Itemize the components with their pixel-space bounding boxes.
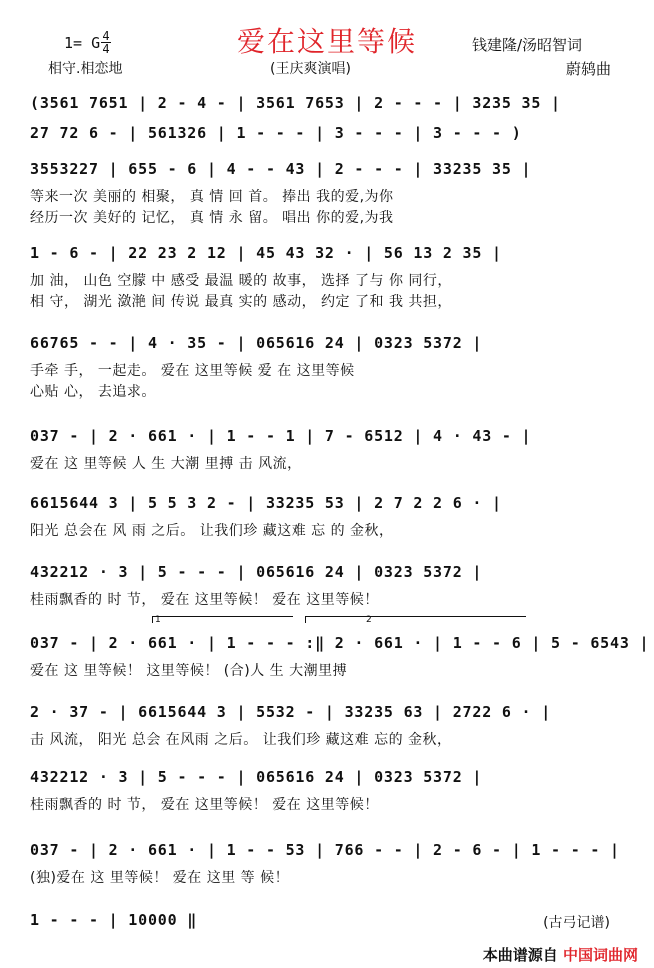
lyric-line: 桂雨飘香的 时 节， 爱在 这里等候！ 爱在 这里等候！ (30, 592, 379, 608)
lyric-line: 手牵 手， 一起走。 爱在 这里等候 爱 在 这里等候 (30, 363, 355, 379)
lyric-line: 桂雨飘香的 时 节， 爱在 这里等候！ 爱在 这里等候！ (30, 797, 379, 813)
site-credit-name[interactable]: 中国词曲网 (562, 946, 638, 964)
lyric-line: 等来一次 美丽的 相聚， 真 情 回 首。 捧出 我的爱,为你 (30, 189, 394, 205)
notation-line: 432212 · 3 | 5 - - - | 065616 24 | 0323 5372 | (30, 768, 483, 786)
notation-line: 1 - - - | 10000 ‖ (30, 911, 198, 929)
lyric-line: 爱在 这 里等候！ 这里等候！ (合)人 生 大潮里搏 (30, 663, 348, 679)
lyric-line: (独)爱在 这 里等候！ 爱在 这里 等 候！ (30, 870, 290, 886)
site-credit-prefix: 本曲谱源自 (482, 946, 558, 964)
notation-line: 6615644 3 | 5 5 3 2 - | 33235 53 | 2 7 2 2 6 · | (30, 494, 502, 512)
lyric-line: 爱在 这 里等候 人 生 大潮 里搏 击 风流， (30, 456, 302, 472)
key-signature: 1= G (64, 34, 101, 52)
notation-line: 66765 - - | 4 · 35 - | 065616 24 | 0323 5372 | (30, 334, 483, 352)
notation-line: 1 - 6 - | 22 23 2 12 | 45 43 32 · | 56 13 2 35 | (30, 244, 502, 262)
time-signature (101, 30, 111, 55)
lyric-line: 心贴 心， 去追求。 (30, 384, 156, 400)
notation-line: 037 - | 2 · 661 · | 1 - - 53 | 766 - - | 2 - 6 - | 1 - - - | (30, 841, 620, 859)
notation-line: 037 - | 2 · 661 · | 1 - - 1 | 7 - 6512 | 4 · 43 - | (30, 427, 532, 445)
time-denominator: 4 (102, 42, 110, 56)
lyric-line: 加 油， 山色 空朦 中 感受 最温 暖的 故事， 选择 了与 你 同行， (30, 273, 452, 289)
song-title: 爱在这里等候 (236, 25, 417, 58)
notation-line: 27 72 6 - | 561326 | 1 - - - | 3 - - - | 3 - - - ) (30, 124, 522, 142)
singer: (王庆爽演唱) (270, 61, 351, 77)
lyric-line: 经历一次 美好的 记忆， 真 情 永 留。 唱出 你的爱,为我 (30, 210, 394, 226)
lyricist: 钱建隆/汤昭智词 (472, 36, 583, 54)
composer: 蔚鸫曲 (566, 60, 612, 78)
site-credit (483, 944, 638, 965)
lyric-line: 相 守， 湖光 潋滟 间 传说 最真 实的 感动， 约定 了和 我 共担， (30, 294, 452, 310)
first-ending-bracket: 1 (152, 616, 293, 623)
notation-line: 037 - | 2 · 661 · | 1 - - - :‖ 2 · 661 · | 1 - - 6 | 5 - 6543 | (30, 634, 650, 652)
subtitle: 相守.相恋地 (48, 61, 123, 77)
time-numerator: 4 (102, 29, 110, 43)
lyric-line: 阳光 总会在 风 雨 之后。 让我们珍 藏这难 忘 的 金秋， (30, 523, 394, 539)
notation-line: (3561 7651 | 2 - 4 - | 3561 7653 | 2 - - - | 3235 35 | (30, 94, 561, 112)
notation-line: 432212 · 3 | 5 - - - | 065616 24 | 0323 5372 | (30, 563, 483, 581)
notation-source: (古弓记谱) (543, 915, 610, 931)
notation-line: 2 · 37 - | 6615644 3 | 5532 - | 33235 63 | 2722 6 · | (30, 703, 552, 721)
second-ending-bracket: 2 (305, 616, 526, 623)
lyric-line: 击 风流， 阳光 总会 在风雨 之后。 让我们珍 藏这难 忘的 金秋， (30, 732, 452, 748)
notation-line: 3553227 | 655 - 6 | 4 - - 43 | 2 - - - | 33235 35 | (30, 160, 532, 178)
